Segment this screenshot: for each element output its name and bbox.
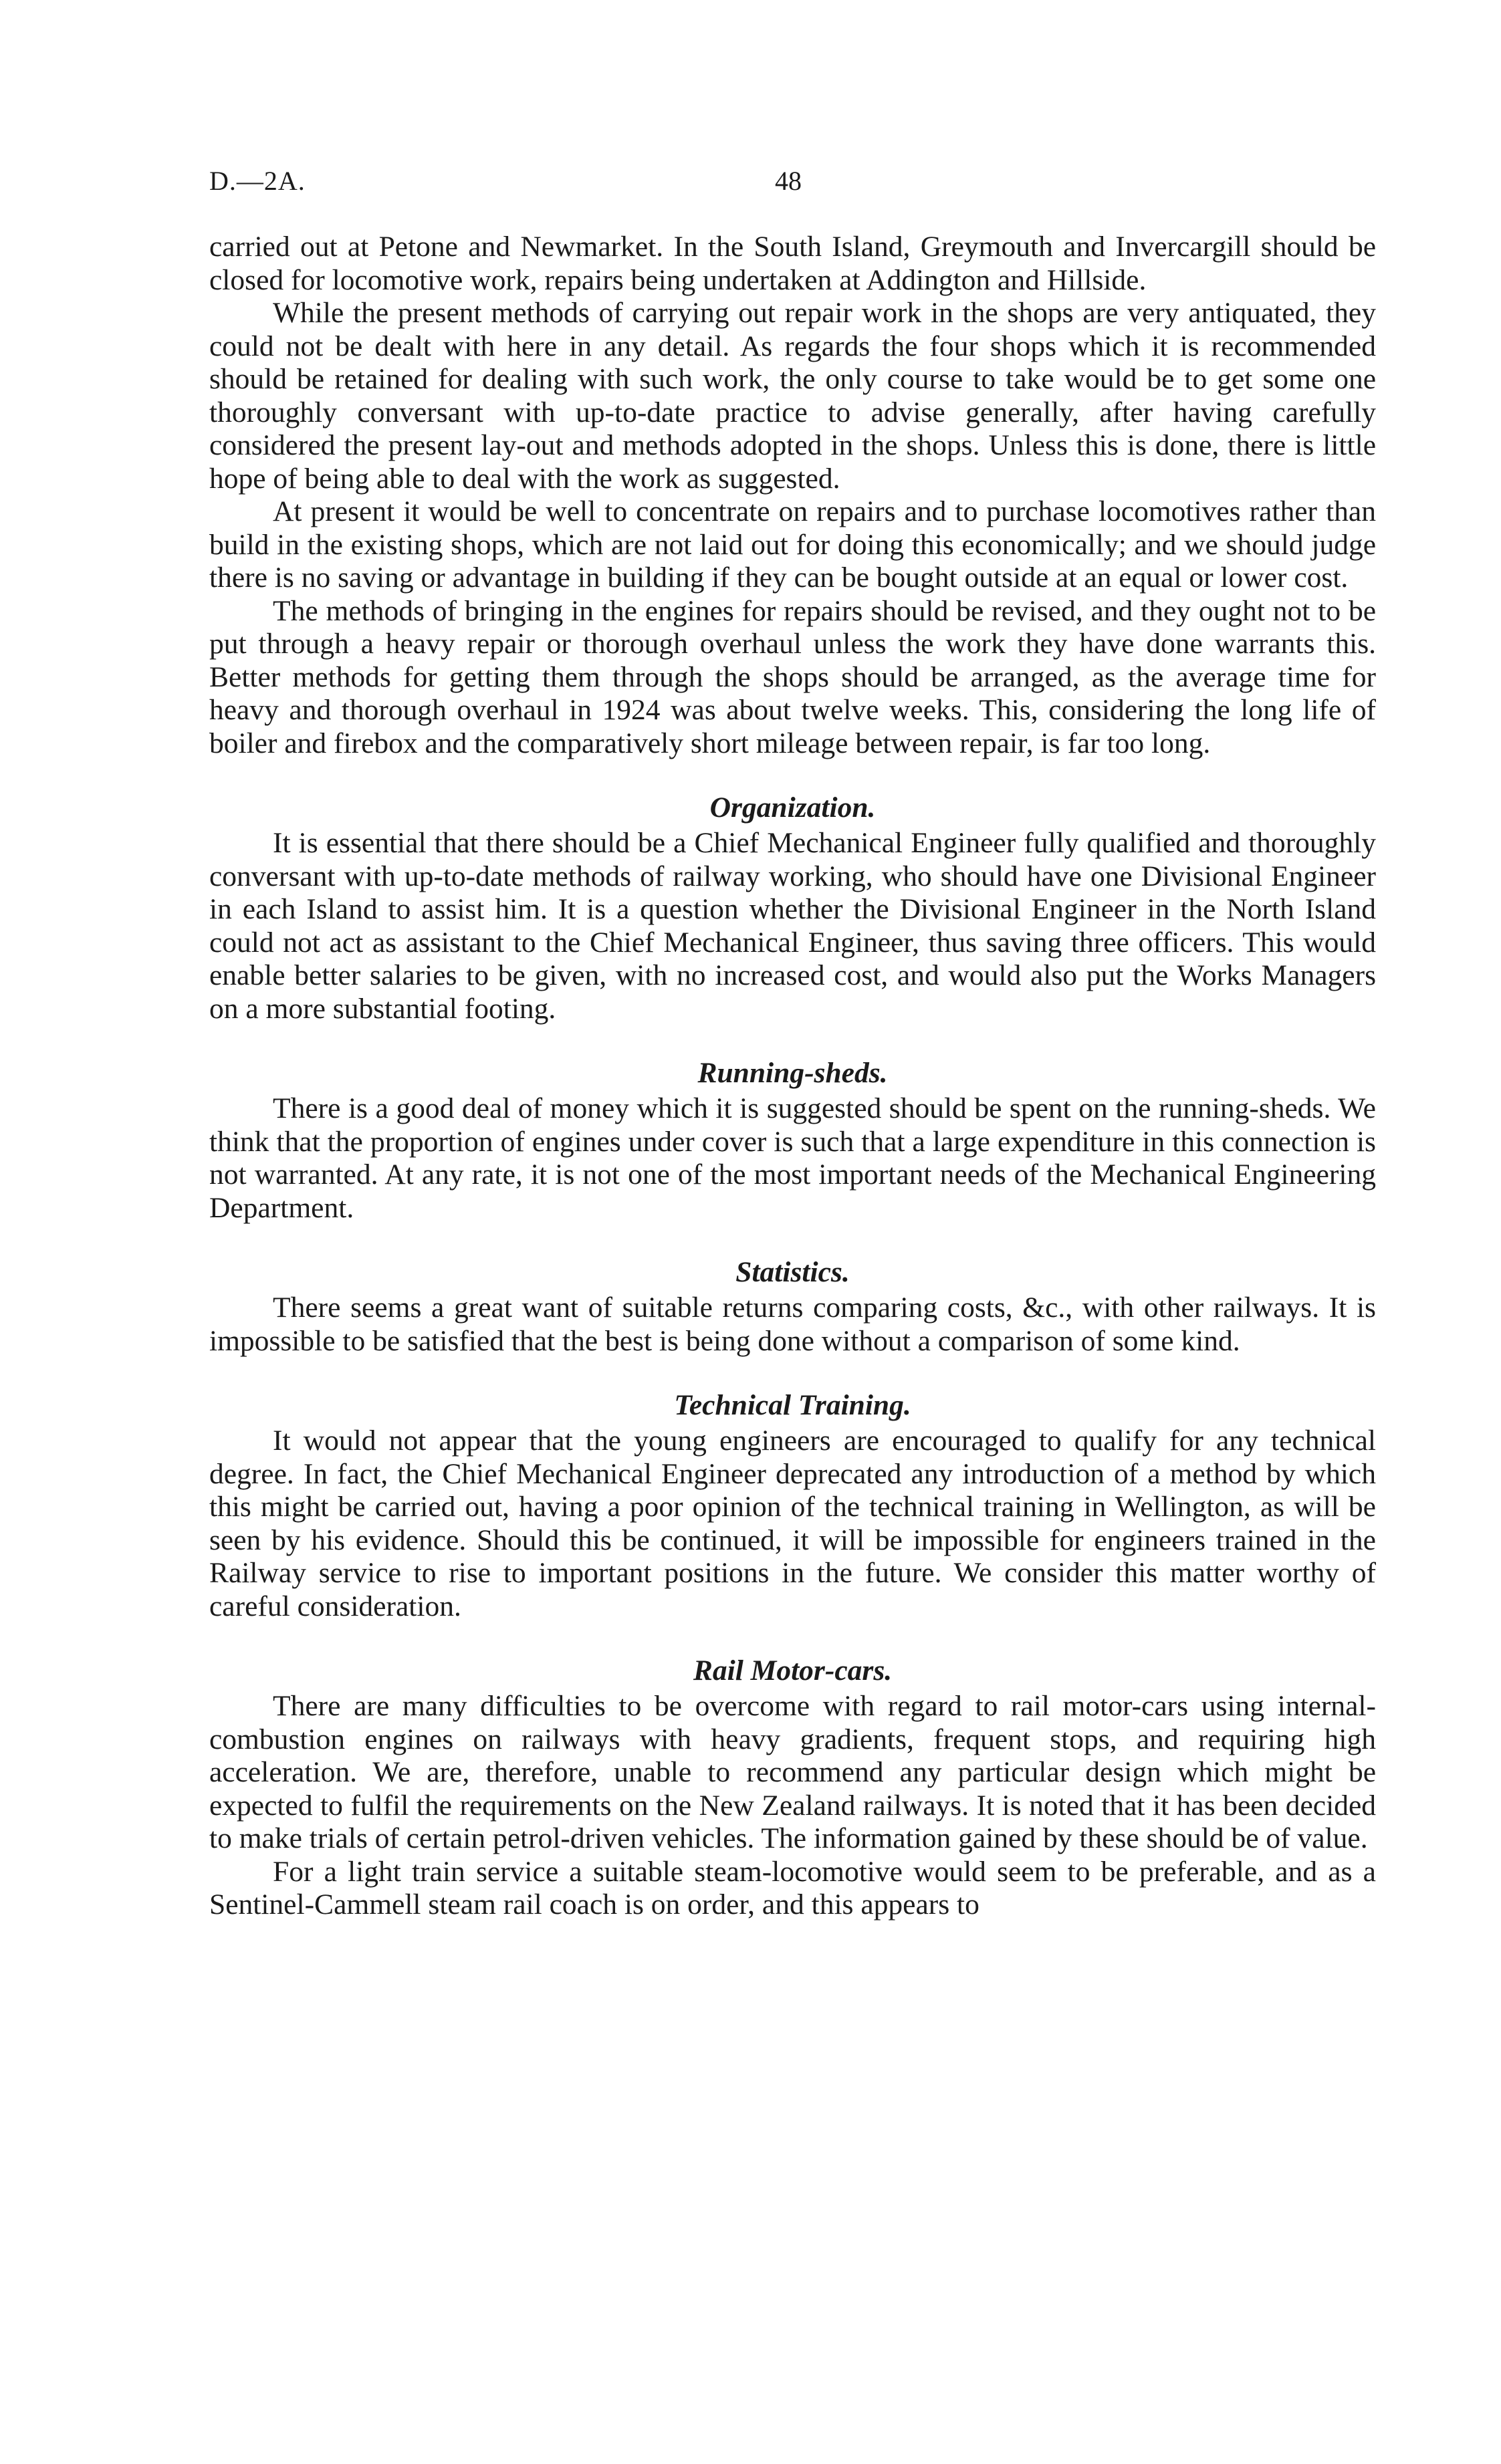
document-reference: D.—2A. <box>209 166 306 196</box>
paragraph-technical-training: It would not appear that the young engineers are encouraged to qualify for any technical degree. In fact, the Chief Mechanical Engineer deprecated any introduction of a method by which this might be carried out, having a poor opinion of the technical training in Wellington, as will be seen by his evidence. Should this be continued, it will be impossible for engineers trained in the Railway service to rise to important positions in the future. We consider this matter worthy of careful consideration. <box>209 1425 1376 1622</box>
section-heading-statistics: Statistics. <box>735 1256 850 1288</box>
section-heading-organization: Organization. <box>709 791 876 824</box>
document-body <box>209 231 1376 1922</box>
section-heading-running-sheds: Running-sheds. <box>697 1057 888 1089</box>
page-header <box>209 165 1376 205</box>
section-heading-technical-training: Technical Training. <box>674 1389 911 1421</box>
paragraph-running-sheds: There is a good deal of money which it is suggested should be spent on the running-sheds. We think that the proportion of engines under cover is such that a large expenditure in this connection is not warranted. At any rate, it is not one of the most important needs of the Mechanical Engineering Department. <box>209 1092 1376 1224</box>
paragraph-organization: It is essential that there should be a Chief Mechanical Engineer fully qualified and thoroughly conversant with up-to-date methods of railway working, who should have one Divisional Engineer in each Island to assist him. It is a question whether the Divisional Engineer in the North Island could not act as assistant to the Chief Mechanical Engineer, thus saving three officers. This would enable better salaries to be given, with no increased cost, and would also put the Works Managers on a more substantial footing. <box>209 827 1376 1025</box>
paragraph-light-train-service: For a light train service a suitable steam-locomotive would seem to be preferable, and as a Sentinel-Cammell steam rail coach is on order, and this appears to <box>209 1855 1376 1921</box>
paragraph-engine-repairs: The methods of bringing in the engines for repairs should be revised, and they ought not to be put through a heavy repair or thorough overhaul unless the work they have done warrants this. Better methods for getting them through the shops should be arranged, as the average time for heavy and thorough overhaul in 1924 was about twelve weeks. This, considering the long life of boiler and firebox and the comparatively short mileage between repair, is far too long. <box>209 594 1376 759</box>
paragraph-rail-motor-cars: There are many difficulties to be overcome with regard to rail motor-cars using internal-combustion engines on railways with heavy gradients, frequent stops, and requiring high acceleration. We are, therefore, unable to recommend any particular design which might be expected to fulfil the requirements on the New Zealand railways. It is noted that it has been decided to make trials of certain petrol-driven vehicles. The information gained by these should be of value. <box>209 1690 1376 1854</box>
section-heading-rail-motor-cars: Rail Motor-cars. <box>693 1654 893 1687</box>
paragraph-continued: carried out at Petone and Newmarket. In the South Island, Greymouth and Invercargill should be closed for locomotive work, repairs being undertaken at Addington and Hillside. <box>209 231 1376 296</box>
paragraph-purchase-locomotives: At present it would be well to concentrate on repairs and to purchase locomotives rather than build in the existing shops, which are not laid out for doing this economically; and we should judge there is no saving or advantage in building if they can be bought outside at an equal or lower cost. <box>209 495 1376 594</box>
page-number: 48 <box>775 166 802 196</box>
paragraph-repair-methods: While the present methods of carrying out repair work in the shops are very antiquated, they could not be dealt with here in any detail. As regards the four shops which it is recommended should be retained for dealing with such work, the only course to take would be to get some one thoroughly conversant with up-to-date practice to advise generally, after having carefully considered the present lay-out and methods adopted in the shops. Unless this is done, there is little hope of being able to deal with the work as suggested. <box>209 297 1376 495</box>
paragraph-statistics: There seems a great want of suitable returns comparing costs, &c., with other railways. It is impossible to be satisfied that the best is being done without a comparison of some kind. <box>209 1291 1376 1357</box>
